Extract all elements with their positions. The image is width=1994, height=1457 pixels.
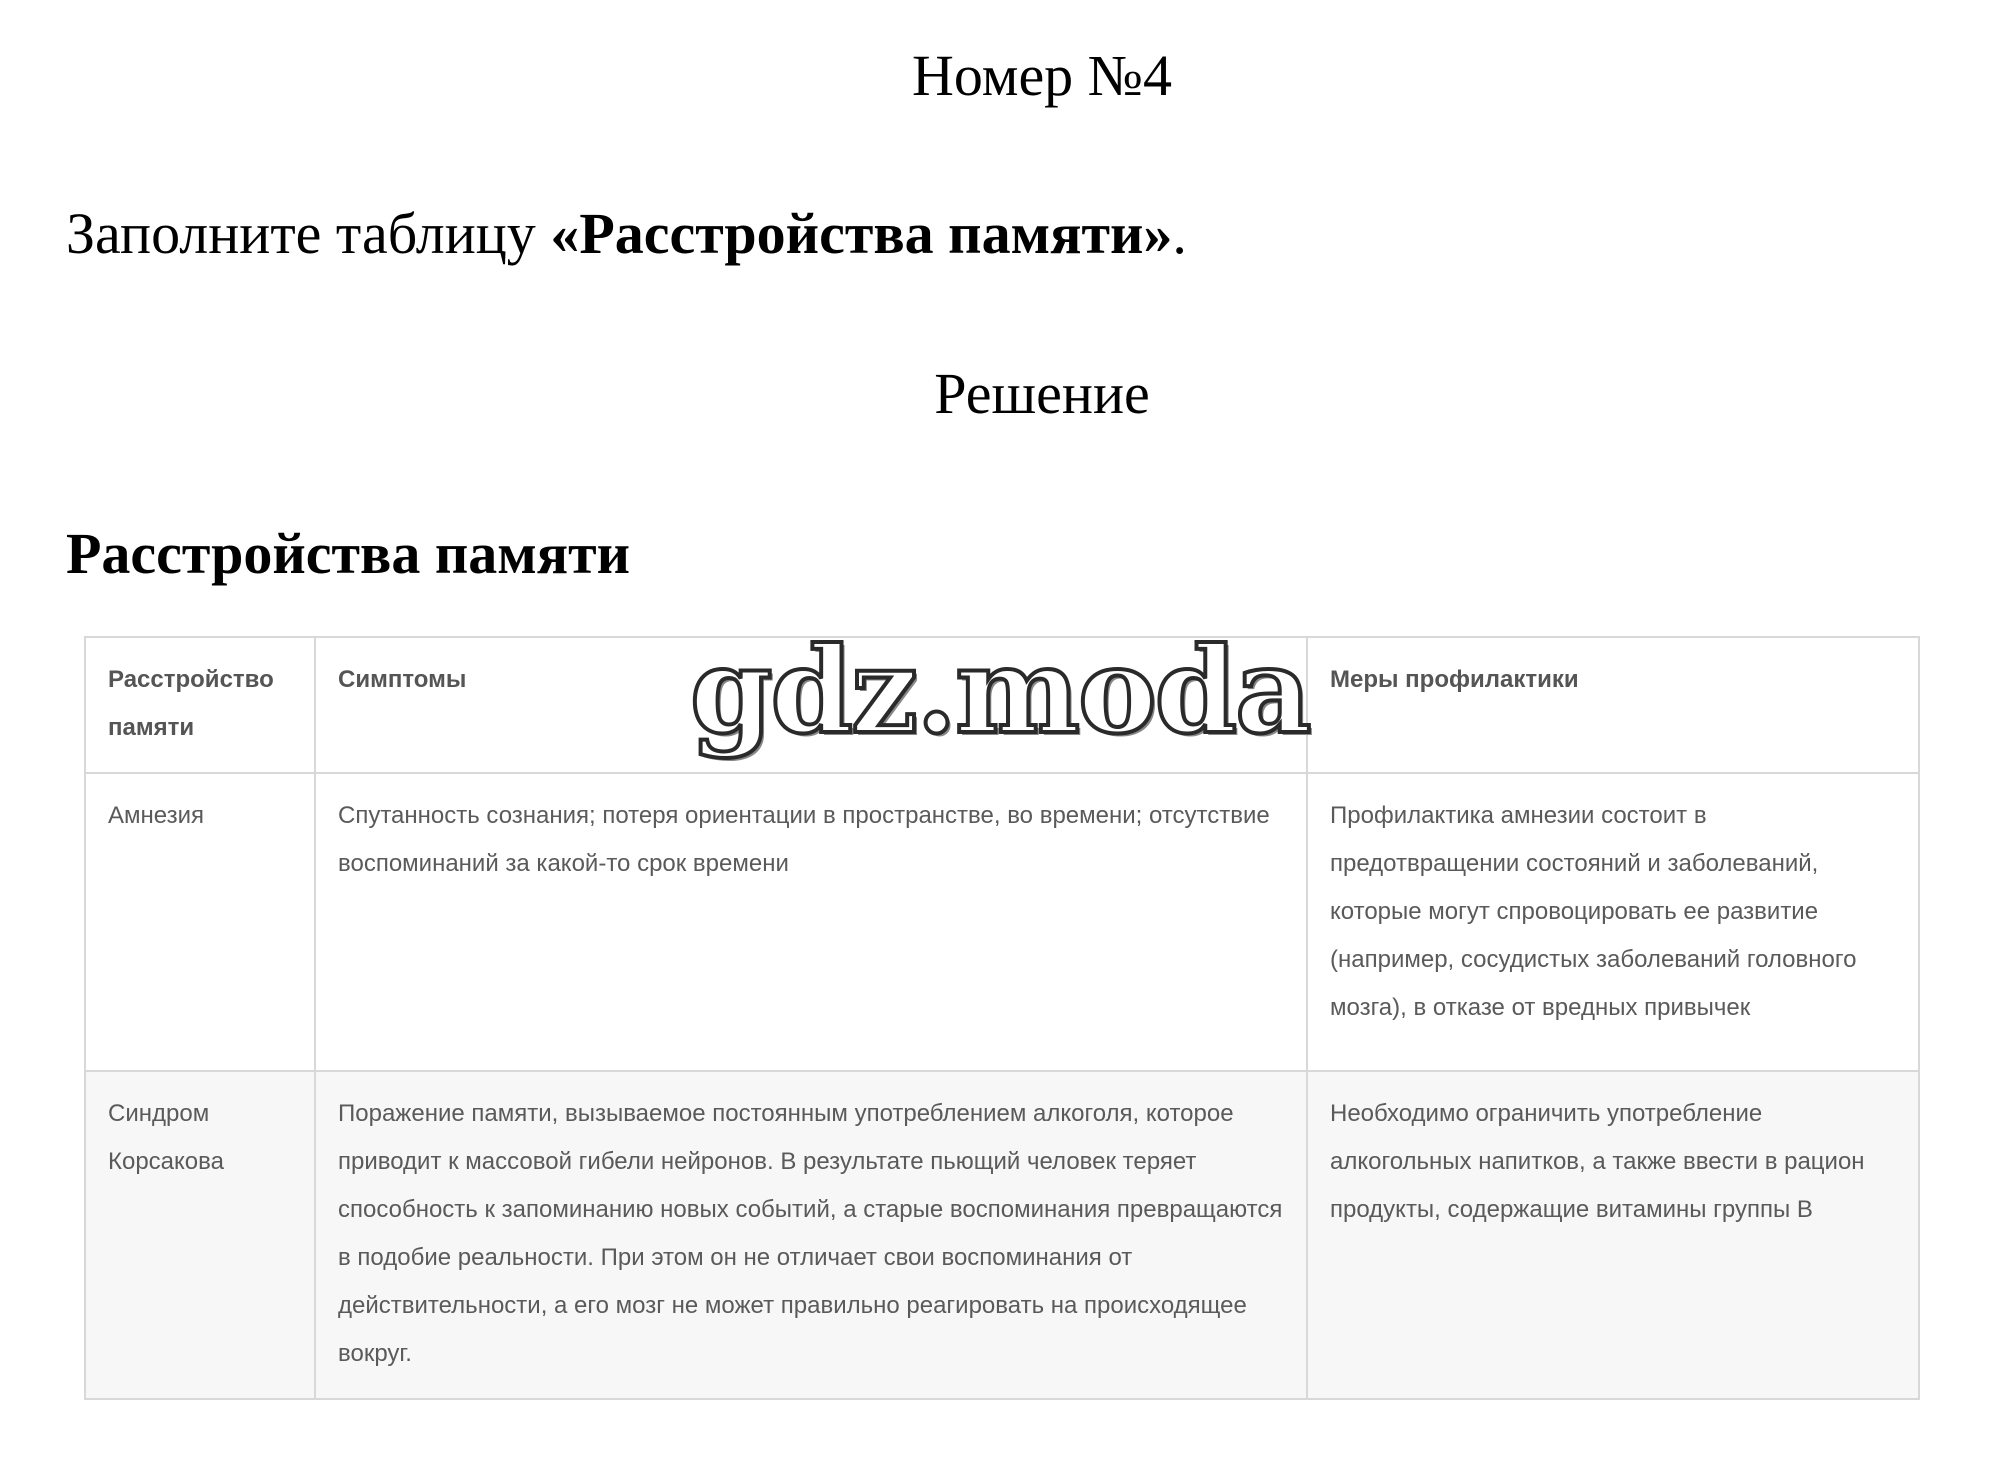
solution-heading: Решение bbox=[934, 361, 1150, 426]
section-title: Расстройства памяти bbox=[66, 521, 631, 586]
cell-symptoms: Поражение памяти, вызываемое постоянным употреблением алкоголя, которое приводит к массовой гибели нейронов. В результате пьющий человек теряет способность к запоминанию новых событий, а старые воспоминания превращаются в подобие реальности. При этом он не отличает свои воспоминания от действительности, а его мозг не может правильно реагировать на происходящее вокруг. bbox=[315, 1071, 1307, 1399]
cell-prevention: Необходимо ограничить употребление алкогольных напитков, а также ввести в рацион продукты, содержащие витамины группы В bbox=[1307, 1071, 1919, 1399]
header-symptoms: Симптомы bbox=[315, 637, 1307, 773]
header-prevention: Меры профилактики bbox=[1307, 637, 1919, 773]
cell-disorder: Амнезия bbox=[85, 773, 315, 1071]
watermark-logo: gdz.moda bbox=[690, 621, 1310, 760]
table-row bbox=[85, 773, 1919, 1071]
cell-prevention: Профилактика амнезии состоит в предотвращении состояний и заболеваний, которые могут спровоцировать ее развитие (например, сосудистых заболеваний головного мозга), в отказе от вредных привычек bbox=[1307, 773, 1919, 1071]
cell-disorder: Синдром Корсакова bbox=[85, 1071, 315, 1399]
cell-symptoms: Спутанность сознания; потеря ориентации в пространстве, во времени; отсутствие воспоминаний за какой-то срок времени bbox=[315, 773, 1307, 1071]
task-prefix: Заполните таблицу bbox=[66, 201, 551, 266]
task-text bbox=[66, 200, 1187, 267]
table-row bbox=[85, 1071, 1919, 1399]
page-number-heading: Номер №4 bbox=[911, 43, 1173, 108]
task-bold-title: «Расстройства памяти» bbox=[550, 201, 1173, 266]
task-suffix: . bbox=[1172, 201, 1187, 266]
header-disorder: Расстройство памяти bbox=[85, 637, 315, 773]
